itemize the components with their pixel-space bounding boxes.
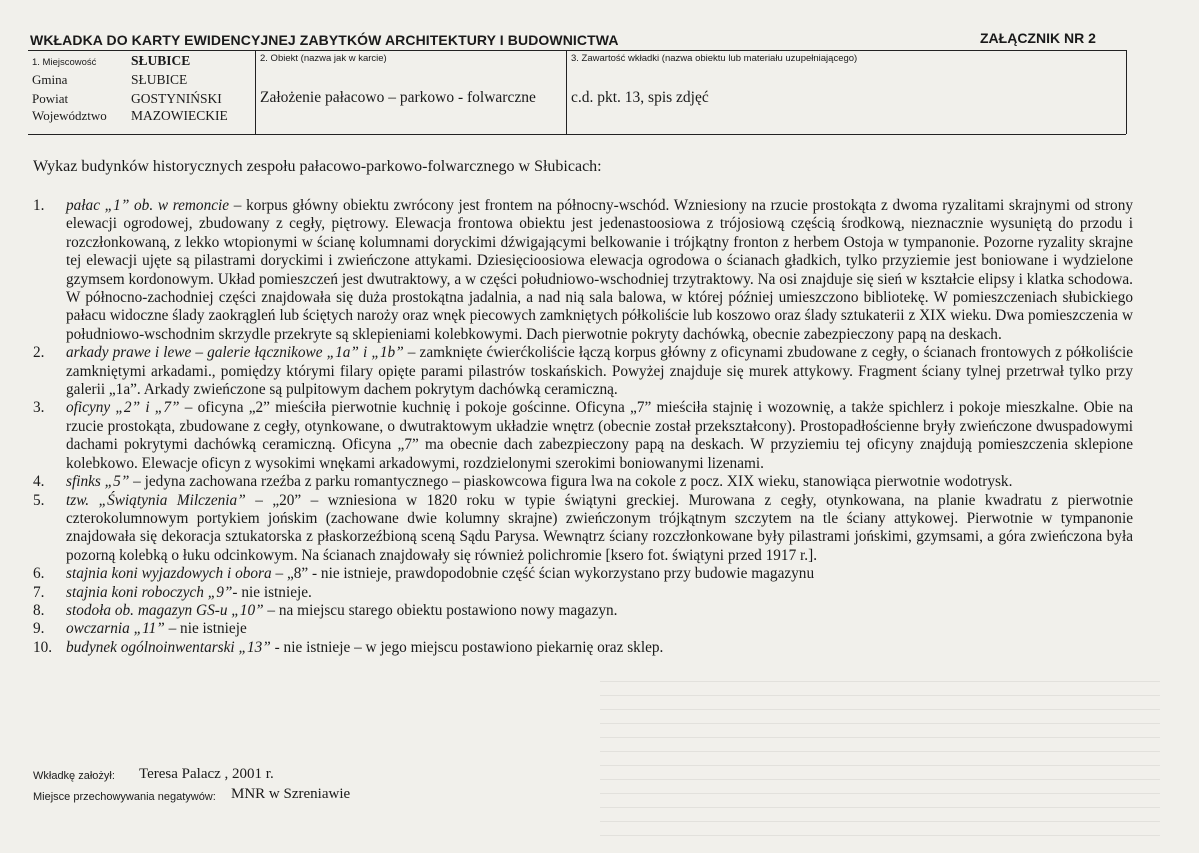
list-item [33,344,1133,399]
item-text: – na miejscu starego obiektu postawiono nowy magazyn. [263,601,618,619]
item-term: sfinks „5” [66,473,130,491]
building-list [33,197,1133,657]
item-term: budynek ogólnoinwentarski „13” [66,638,271,656]
item-text: – zamknięte ćwierćkoliście łączą korpus główny z oficynami zbudowane z cegły, o ścianach frontowych z półkoliście zamkniętymi arkadami., pomiędzy którymi filary opięte parami pilastrów toskańskich. Powyżej znajduje się murek attykowy. Fragment ściany tylnej przetrwał tylko przy galerii „1a”. Arkady zwieńczone są pulpitowym dachem pokrytym dachówką ceramiczną. [66,344,1133,399]
annex-number: ZAŁĄCZNIK NR 2 [980,30,1096,46]
item-number: 10. [33,638,53,656]
item-text: – oficyna „2” mieściła pierwotnie kuchnię i pokoje gościnne. Oficyna „7” mieściła stajnię i wozownię, a także spichlerz i pokoje mieszkalne. Obie na rzucie prostokąta, zbudowane z cegły, otynkowane, o dwutraktowym układzie wnętrz (obecnie został przekształcony). Prostopadłościenne bryły zwieńczone dwuspadowymi dachami pokrytymi dachówką ceramiczną. Oficyna „7” ma obecnie dach zabezpieczony papą na deskach. W przyziemiu tej oficyny znajdują pomieszczenia sklepione kolebkowo. Elewacje oficyn z wysokimi wnękami arkadowymi, rozdzielonymi szerokimi boniowanymi lizenami. [66,399,1134,472]
item-number: 9. [33,620,45,638]
list-item [33,197,1133,344]
item-number: 3. [33,399,45,417]
item-term: owczarnia „11” [66,620,165,638]
column-divider-2 [566,50,567,134]
list-item [33,399,1133,473]
list-item [33,584,1133,602]
item-term: stajnia koni wyjazdowych i obora [66,565,272,583]
item-term: oficyny „2” i „7” [66,399,180,417]
item-text: – korpus główny obiektu zwrócony jest frontem na północny-wschód. Wzniesiony na rzucie prostokąta z dwoma ryzalitami skrajnymi od strony elewacji ogrodowej, zbudowany z cegły, piętrowy. Elewacja frontowa obiektu jest jedenastoosiowa z trójosiową częścią środkową, nieznacznie wysuniętą do przodu i rozczłonkowaną, z lekko wtopionymi w ścianę kolumnami doryckimi dźwigającymi belkowanie i trójkątny fronton z herbem Ostoja w tympanonie. Pozorne ryzality skrajne tej elewacji ujęte są pilastrami doryckimi i zwieńczone attykami. Dziesięcioosiowa elewacja ogrodowa o ścianach gładkich, tylko przyziemie jest boniowane i wydzielone gzymsem kordonowym. Układ pomieszczeń jest dwutraktowy, a w części południowo-wschodniej trzytraktowy. Na osi znajduje się sień w kształcie elipsy i klatka schodowa. W północno-zachodniej części znajdowała się duża prostokątna jadalnia, a nad nią sala balowa, w której później umieszczono bibliotekę. W pomieszczeniach słubickiego pałacu widoczne ślady zaokrągleń lub ściętych naroży oraz wnęk piecowych zamkniętych półkoliście lub koszowo oraz ślady sztukaterii z XIX wieku. Dwa pomieszczenia w południowo-wschodnim skrzydle przekryte są sklepieniami kolebkowymi. Dach pierwotnie pokryty dachówką, obecnie zabezpieczony papą na deskach. [66,197,1133,343]
item-number: 2. [33,344,45,362]
list-item [33,473,1133,491]
item-number: 8. [33,601,45,619]
show-through-texture [600,668,1160,848]
item-term: pałac „1” ob. w remoncie [66,197,230,214]
item-number: 7. [33,583,45,601]
item-term: stajnia koni roboczych „9” [66,583,233,601]
storage-label: Miejsce przechowywania negatywów: [33,791,216,803]
item-text: – „8” - nie istnieje, prawdopodobnie część ścian wykorzystano przy budowie magazynu [271,565,815,583]
form-title: WKŁADKA DO KARTY EWIDENCYJNEJ ZABYTKÓW ARCHITEKTURY I BUDOWNICTWA [30,32,619,48]
header-rule-bottom [28,134,1126,135]
item-term: tzw. „Świątynia Milczenia” [66,491,246,509]
contents-caption: 3. Zawartość wkładki (nazwa obiektu lub materiału uzupełniającego) [571,53,858,64]
location-caption: 1. Miejscowość [32,57,97,68]
item-term: arkady prawe i lewe – galerie łącznikowe „1a” i „1b” [66,344,404,362]
list-item [33,565,1133,583]
list-item [33,492,1133,566]
item-text: – „20” – wzniesiona w 1820 roku w typie świątyni greckiej. Murowana z cegły, otynkowana, na planie kwadratu z pierwotnie czterokolumnowym portykiem jońskim (zachowane dwie kolumny skrajne) zwieńczonym trójkątnym szczytem na tle ściany attykowej. Pierwotnie w tympanonie znajdowała się dekoracja sztukatorska z płaskorzeźbioną sceną Sądu Parysa. Wewnątrz ściany rozczłonkowane były pilastrami jońskimi, gzymsami, a góra zwieńczona była pozorną kolebką o łuku odcinkowym. Na ścianach znajdowały się również polichromie [ksero fot. świątyni przed 1917 r.]. [66,491,1133,564]
item-text: – jedyna zachowana rzeźba z parku romantycznego – piaskowcowa figura lwa na cokole z pocz. XIX wieku, stanowiąca pierwotnie wodotrysk. [129,473,1013,491]
item-number: 4. [33,473,45,491]
list-item [33,639,1133,657]
object-name: Założenie pałacowo – parkowo - folwarczne [260,89,536,106]
column-divider-1 [255,50,256,134]
powiat-label: Powiat [32,91,69,106]
item-number: 5. [33,491,45,509]
gmina-value: SŁUBICE [131,72,188,87]
item-text: - nie istnieje – w jego miejscu postawiono piekarnię oraz sklep. [270,638,664,656]
item-text: - nie istnieje. [232,583,312,601]
powiat-value: GOSTYNIŃSKI [131,91,222,106]
contents-value: c.d. pkt. 13, spis zdjęć [571,89,709,106]
storage-value: MNR w Szreniawie [231,786,351,802]
author-label: Wkładkę założył: [33,770,115,782]
list-item [33,620,1133,638]
author-value: Teresa Palacz , 2001 r. [139,766,274,782]
column-divider-3 [1126,50,1127,134]
wojewodztwo-label: Województwo [32,108,107,123]
place-value: SŁUBICE [131,53,191,68]
item-number: 1. [33,197,45,214]
object-caption: 2. Obiekt (nazwa jak w karcie) [260,53,387,64]
list-item [33,602,1133,620]
item-number: 6. [33,565,45,583]
item-text: – nie istnieje [164,620,247,638]
item-term: stodoła ob. magazyn GS-u „10” [66,601,264,619]
gmina-label: Gmina [32,72,68,87]
header-rule-top [28,50,1126,51]
wojewodztwo-value: MAZOWIECKIE [131,108,228,123]
list-intro: Wykaz budynków historycznych zespołu pałacowo-parkowo-folwarcznego w Słubicach: [33,158,602,175]
